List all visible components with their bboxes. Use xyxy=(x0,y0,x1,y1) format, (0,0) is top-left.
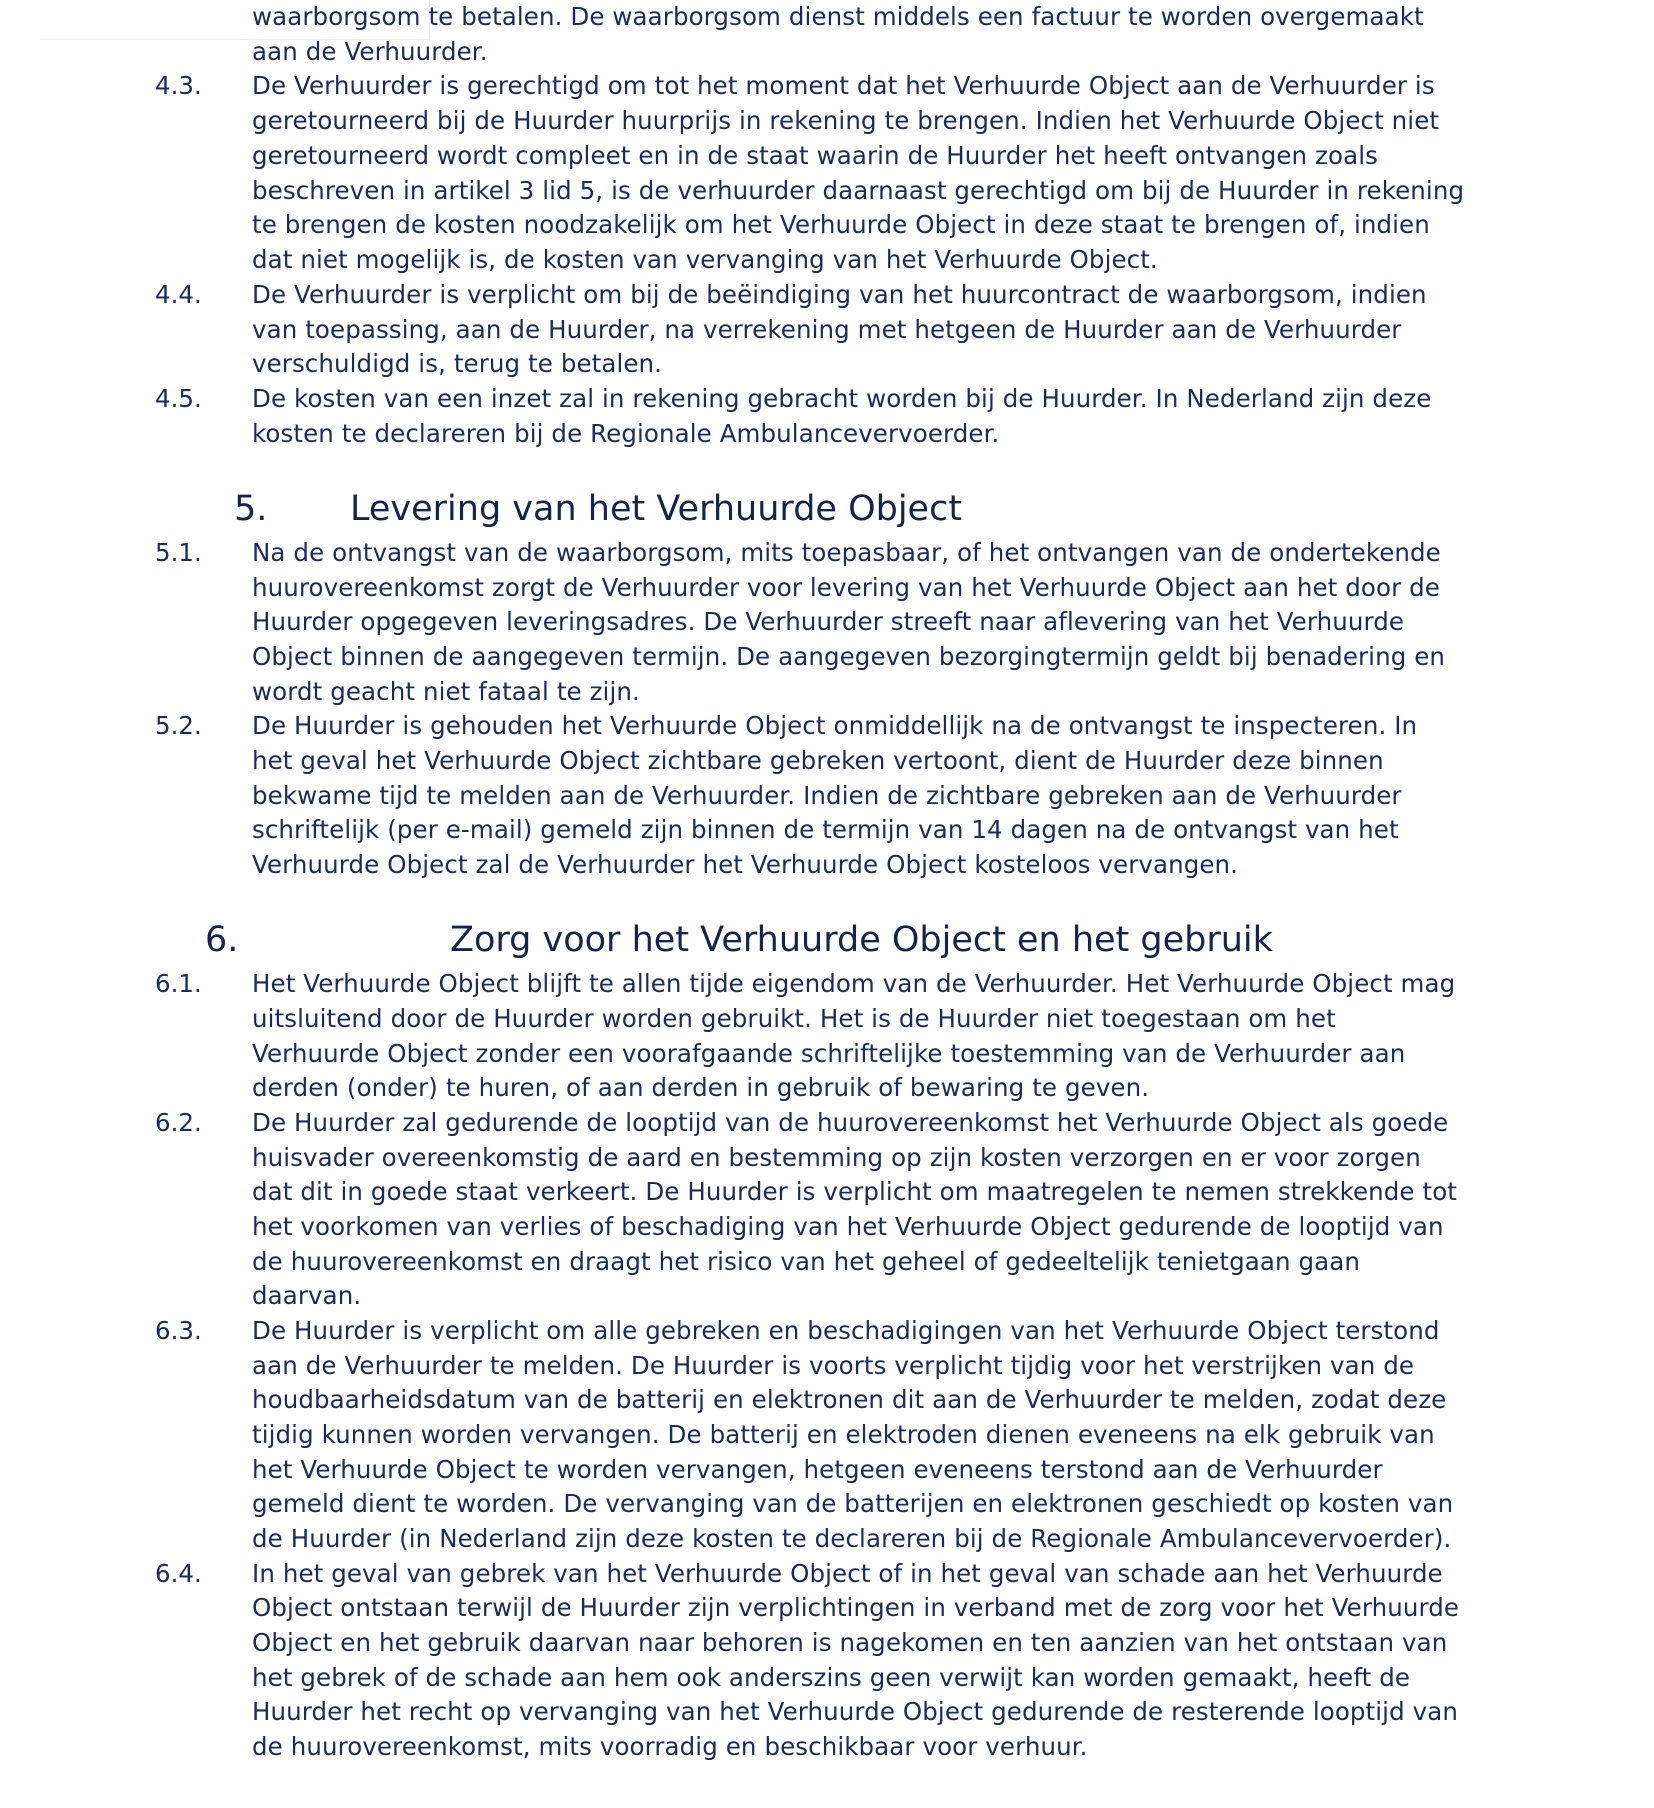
clause-line: geretourneerd bij de Huurder huurprijs in rekening te brengen. Indien het Verhuurde Object niet xyxy=(252,106,1440,135)
clause-line: het Verhuurde Object te worden vervangen, hetgeen eveneens terstond aan de Verhuurder xyxy=(252,1455,1383,1484)
section-number: 5. xyxy=(234,489,268,529)
clause-line: aan de Verhuurder. xyxy=(252,37,488,66)
clause-line: derden (onder) te huren, of aan derden in gebruik of bewaring te geven. xyxy=(252,1073,1150,1102)
clause-number: 6.3. xyxy=(155,1316,202,1345)
clause-line: aan de Verhuurder te melden. De Huurder is voorts verplicht tijdig voor het verstrijken van de xyxy=(252,1351,1415,1380)
clause-line: tijdig kunnen worden vervangen. De batterij en elektroden dienen eveneens na elk gebruik van xyxy=(252,1420,1435,1449)
clause-line: De Verhuurder is gerechtigd om tot het moment dat het Verhuurde Object aan de Verhuurder is xyxy=(252,71,1435,100)
clause-line: geretourneerd wordt compleet en in de staat waarin de Huurder het heeft ontvangen zoals xyxy=(252,141,1378,170)
clause-line: dat niet mogelijk is, de kosten van vervanging van het Verhuurde Object. xyxy=(252,245,1158,274)
clause-number: 5.2. xyxy=(155,711,202,740)
clause-line: van toepassing, aan de Huurder, na verrekening met hetgeen de Huurder aan de Verhuurder xyxy=(252,315,1402,344)
clause-line: verschuldigd is, terug te betalen. xyxy=(252,349,663,378)
clause-line: In het geval van gebrek van het Verhuurde Object of in het geval van schade aan het Verhuurde xyxy=(252,1559,1443,1588)
clause-line: De Huurder is gehouden het Verhuurde Object onmiddellijk na de ontvangst te inspecteren. In xyxy=(252,711,1418,740)
clause-line: De Huurder zal gedurende de looptijd van de huurovereenkomst het Verhuurde Object als goede xyxy=(252,1108,1449,1137)
clause-line: kosten te declareren bij de Regionale Ambulancevervoerder. xyxy=(252,419,1000,448)
clause-line: Verhuurde Object zonder een voorafgaande schriftelijke toestemming van de Verhuurder aan xyxy=(252,1039,1406,1068)
section-number: 6. xyxy=(205,920,239,960)
clause-line: het gebrek of de schade aan hem ook anderszins geen verwijt kan worden gemaakt, heeft de xyxy=(252,1663,1411,1692)
clause-line: wordt geacht niet fataal te zijn. xyxy=(252,677,640,706)
section-title: Zorg voor het Verhuurde Object en het gebruik xyxy=(450,920,1273,960)
clause-line: de huurovereenkomst en draagt het risico van het geheel of gedeeltelijk tenietgaan gaan xyxy=(252,1247,1361,1276)
clause-line: De Huurder is verplicht om alle gebreken en beschadigingen van het Verhuurde Object terstond xyxy=(252,1316,1440,1345)
clause-number: 4.3. xyxy=(155,71,202,100)
clause-number: 4.5. xyxy=(155,384,202,413)
clause-line: daarvan. xyxy=(252,1281,362,1310)
clause-number: 6.2. xyxy=(155,1108,202,1137)
clause-line: houdbaarheidsdatum van de batterij en elektronen dit aan de Verhuurder te melden, zodat deze xyxy=(252,1385,1447,1414)
clause-line: het voorkomen van verlies of beschadiging van het Verhuurde Object gedurende de looptijd van xyxy=(252,1212,1444,1241)
clause-line: bekwame tijd te melden aan de Verhuurder. Indien de zichtbare gebreken aan de Verhuurder xyxy=(252,781,1402,810)
clause-number: 6.4. xyxy=(155,1559,202,1588)
clause-line: Object ontstaan terwijl de Huurder zijn verplichtingen in verband met de zorg voor het Verhuurde xyxy=(252,1593,1460,1622)
clause-line: beschreven in artikel 3 lid 5, is de verhuurder daarnaast gerechtigd om bij de Huurder in rekening xyxy=(252,176,1465,205)
clause-number: 6.1. xyxy=(155,969,202,998)
clause-line: de huurovereenkomst, mits voorradig en beschikbaar voor verhuur. xyxy=(252,1732,1088,1761)
clause-number: 4.4. xyxy=(155,280,202,309)
clause-line: uitsluitend door de Huurder worden gebruikt. Het is de Huurder niet toegestaan om het xyxy=(252,1004,1336,1033)
clause-line: Object en het gebruik daarvan naar behoren is nagekomen en ten aanzien van het ontstaan van xyxy=(252,1628,1448,1657)
clause-number: 5.1. xyxy=(155,538,202,567)
clause-line: huurovereenkomst zorgt de Verhuurder voor levering van het Verhuurde Object aan het door de xyxy=(252,573,1440,602)
clause-line: het geval het Verhuurde Object zichtbare gebreken vertoont, dient de Huurder deze binnen xyxy=(252,746,1384,775)
clause-line: Huurder opgegeven leveringsadres. De Verhuurder streeft naar aflevering van het Verhuurde xyxy=(252,607,1405,636)
clause-line: Object binnen de aangegeven termijn. De aangegeven bezorgingtermijn geldt bij benadering en xyxy=(252,642,1446,671)
clause-line: dat dit in goede staat verkeert. De Huurder is verplicht om maatregelen te nemen strekkende tot xyxy=(252,1177,1457,1206)
clause-line: te brengen de kosten noodzakelijk om het Verhuurde Object in deze staat te brengen of, indien xyxy=(252,210,1430,239)
clause-line: gemeld dient te worden. De vervanging van de batterijen en elektronen geschiedt op kosten van xyxy=(252,1489,1454,1518)
clause-line: Het Verhuurde Object blijft te allen tijde eigendom van de Verhuurder. Het Verhuurde Object mag xyxy=(252,969,1456,998)
clause-line: Na de ontvangst van de waarborgsom, mits toepasbaar, of het ontvangen van de ondertekende xyxy=(252,538,1441,567)
clause-line: waarborgsom te betalen. De waarborgsom dienst middels een factuur te worden overgemaakt xyxy=(252,2,1424,31)
clause-line: schriftelijk (per e-mail) gemeld zijn binnen de termijn van 14 dagen na de ontvangst van het xyxy=(252,815,1399,844)
clause-line: huisvader overeenkomstig de aard en bestemming op zijn kosten verzorgen en er voor zorgen xyxy=(252,1143,1421,1172)
clause-line: De Verhuurder is verplicht om bij de beëindiging van het huurcontract de waarborgsom, indien xyxy=(252,280,1427,309)
section-title: Levering van het Verhuurde Object xyxy=(350,489,963,529)
clause-line: Verhuurde Object zal de Verhuurder het Verhuurde Object kosteloos vervangen. xyxy=(252,850,1239,879)
clause-line: De kosten van een inzet zal in rekening gebracht worden bij de Huurder. In Nederland zijn deze xyxy=(252,384,1432,413)
clause-line: de Huurder (in Nederland zijn deze kosten te declareren bij de Regionale Ambulancevervoerder). xyxy=(252,1524,1452,1553)
clause-line: Huurder het recht op vervanging van het Verhuurde Object gedurende de resterende looptijd van xyxy=(252,1697,1458,1726)
